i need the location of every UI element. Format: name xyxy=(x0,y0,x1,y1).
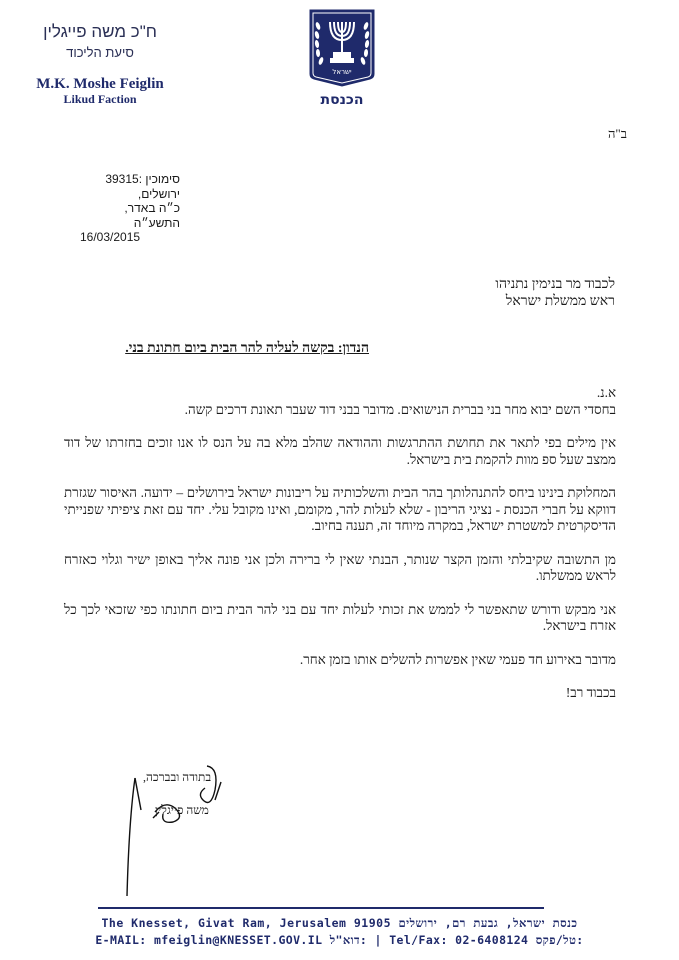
footer-address-he: כנסת ישראל, גבעת רם, ירושלים xyxy=(398,916,578,930)
footer-address xyxy=(0,916,679,930)
signature-name: משה פייגלין xyxy=(155,803,209,817)
subject-line: הנדון: בקשה לעליה להר הבית ביום חתונת בני. xyxy=(125,341,369,356)
footer-address-en: The Knesset, Givat Ram, Jerusalem 91905 xyxy=(101,916,392,930)
knesset-title: הכנסת xyxy=(320,92,364,108)
paragraph-5: אני מבקש ודורש שתאפשר לי לממש את זכותי לעלות יחד עם בני להר הבית ביום חתונתו כפי שזכאי לכך כל אזרח בישראל. xyxy=(64,601,616,633)
tel-number: 02-6408124 xyxy=(455,933,529,947)
salutation: בכבוד רב! xyxy=(565,685,616,700)
tel-label-he: :טל/פקס xyxy=(535,933,584,947)
bsd-mark: ב"ה xyxy=(607,126,627,141)
signature-closing: בתודה ובברכה, xyxy=(143,770,212,784)
gregorian-date: 16/03/2015 xyxy=(80,230,141,244)
addressee-title: ראש ממשלת ישראל xyxy=(505,294,615,309)
paragraph-6: מדובר באירוע חד פעמי שאין אפשרות להשלים אותו בזמן אחר. xyxy=(299,651,616,667)
tel-label: Tel/Fax: xyxy=(389,933,448,947)
paragraph-1: בחסדי השם יבוא מחר בני בברית הנישואים. מדובר בבני דוד שעבר תאונת דרכים קשה. xyxy=(184,401,616,417)
state-of-israel-emblem-icon xyxy=(308,8,376,88)
greeting: א.נ. xyxy=(596,385,616,400)
email-label: E-MAIL: xyxy=(95,933,147,947)
sender-hebrew-name: ח"כ משה פייגלין xyxy=(43,22,157,41)
city: ירושלים, xyxy=(137,186,180,201)
reference-number: סימוכין :39315 xyxy=(105,172,180,186)
hebrew-date: כ״ה באדר, התשע״ה xyxy=(124,201,180,230)
footer-divider xyxy=(98,907,544,909)
email-link[interactable]: mfeiglin@KNESSET.GOV.IL xyxy=(153,933,323,947)
email-label-he: :דוא"ל xyxy=(329,933,368,947)
paragraph-2: אין מילים בפי לתאר את תחושת ההתרגשות וההודאה שהלב מלא בה על הנס לו אנו זוכים בחזרתו של דוד ממצב שעל ספ מוות להקמת בית בישראל. xyxy=(64,435,616,467)
footer-contact xyxy=(0,933,679,947)
addressee xyxy=(495,276,615,310)
sender-hebrew-faction: סיעת הליכוד xyxy=(66,45,134,60)
sender-english-faction: Likud Faction xyxy=(63,92,137,106)
addressee-name: לכבוד מר בנימין נתניהו xyxy=(495,277,615,292)
paragraph-3: המחלוקת בינינו ביחס להתנהלותך בהר הבית והשלכותיה על ריבונות ישראל בירושלים – ידועה. האיסור שגזרת דווקא על חברי הכנסת - נציגי הריבון - שלא לעלות להר, מקומם, ואינו מקובל עלי. יחד עם זאת ציפיתי שפנייתי הדיסקרטית למשטרת ישראל, במקרה מיוחד זה, תענה בחיוב. xyxy=(64,485,616,533)
sender-english-name: M.K. Moshe Feiglin xyxy=(36,76,164,92)
letter-body xyxy=(64,385,616,702)
paragraph-4: מן התשובה שקיבלתי והזמן הקצר שנותר, הבנתי שאין לי ברירה ולכן אני פונה אליך באופן ישיר וגלוי כאזרח לראש ממשלתו. xyxy=(64,551,616,583)
footer-separator: | xyxy=(374,933,382,947)
svg-text:ישראל: ישראל xyxy=(332,68,352,76)
letterhead-sender xyxy=(20,22,180,107)
reference-block xyxy=(40,172,180,245)
